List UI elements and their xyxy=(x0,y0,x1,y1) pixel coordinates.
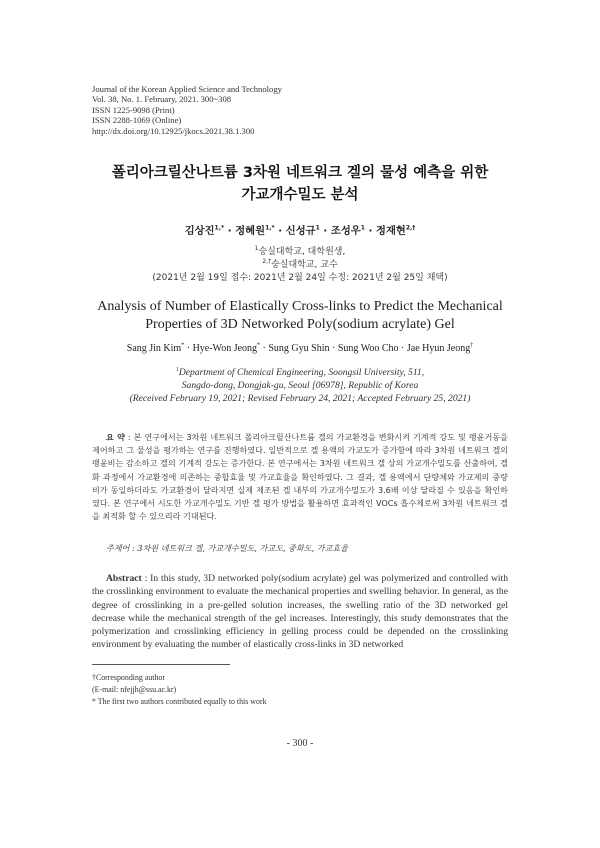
footnote-divider xyxy=(92,664,230,665)
authors-english: Sang Jin Kim* · Hye-Won Jeong* · Sung Gyu Shin · Sung Woo Cho · Jae Hyun Jeong† xyxy=(126,342,474,354)
keywords-korean: 주제어 : 3차원 네트워크 겔, 가교개수밀도, 가교도, 중화도, 가교효율 xyxy=(106,543,349,553)
footnotes xyxy=(92,672,267,708)
author-ko-4: 조성우 xyxy=(330,225,361,237)
affiliations-korean: $^1$숭실대학교, 대학원생, $^{2,\dagger}$숭실대학교, 교수 (2021년 2월 19일 접수: 2021년 2월 24일 수정: 2021년 2월 25일 채택) xyxy=(0,246,600,285)
author-en-4: Sung Woo Cho xyxy=(337,343,399,354)
abstract-korean-text: : 본 연구에서는 3차원 네트워크 폴리아크릴산나트륨 겔의 가교환경을 변화시켜 기계적 강도 및 팽윤거동을 제어하고 그 물성을 평가하는 연구를 진행하였다. 일반적으로 겔 용액의 가교도가 증가함에 따라 3차원 네트워크 겔의 팽윤비는 감소하고 겔의 기계적 강도는 증가한다. 본 연구에서는 3차원 네트워크 겔 상의 가교개수밀도를 산출하여, 겔화 과정에서 가교환경에 의존하는 중합효율 및 가교효율을 확인하였다. 그 결과, 겔 용액에서 단량체와 가교제의 중량비가 동일하더라도 가교환경이 달라지면 실제 제조된 겔 내부의 가교개수밀도가 3.6배 이상 달라질 수 있음을 확인하였다. 본 연구에서 시도한 가교개수밀도 기반 겔 평가 방법을 활용하면 효과적인 VOCs 흡수제로써 3차원 네트워크 겔을 최적화 할 수 있으리라 기대된다. xyxy=(92,432,508,522)
journal-header xyxy=(92,84,282,136)
authors-korean: 김상진$^{1,*}$ · 정혜원$^{1,*}$ · 신성규$^1$ · 조성우$^1$ · 정재현$^{2,\dagger}$ xyxy=(184,224,416,237)
affiliations-english: $^1$Department of Chemical Engineering, Soongsil University, 511, Sangdo-dong, Dongjak-gu, Seoul [06978], Republic of Korea (Received February 19, 2021; Revised February 24, 2021; Accepted February 25, 2021) xyxy=(0,366,600,405)
abstract-english-label: Abstract xyxy=(106,573,142,584)
author-ko-5-sup: 2,† xyxy=(405,224,416,232)
author-en-5: Jae Hyun Jeong xyxy=(406,343,471,354)
page-number: - 300 - xyxy=(286,738,314,749)
journal-volume: Vol. 38, No. 1. February, 2021. 300~308 xyxy=(92,94,232,105)
author-ko-3-sup: 1 xyxy=(315,224,320,232)
affiliation-ko-2: 숭실대학교, 교수 xyxy=(271,260,338,270)
author-en-2: Hye-Won Jeong xyxy=(192,343,258,354)
author-en-1: Sang Jin Kim xyxy=(126,343,182,354)
affiliation-ko-1: 숭실대학교, 대학원생, xyxy=(258,247,346,257)
abstract-korean xyxy=(92,431,508,523)
author-ko-5: 정재현 xyxy=(376,225,406,237)
footnote-corresponding: †Corresponding author xyxy=(92,673,165,682)
abstract-english xyxy=(92,572,508,652)
abstract-korean-label: 요 약 xyxy=(106,432,125,442)
dates-english: (Received February 19, 2021; Revised February 24, 2021; Accepted February 25, 2021) xyxy=(129,393,471,404)
author-ko-4-sup: 1 xyxy=(360,224,365,232)
author-ko-1-sup: 1,* xyxy=(214,224,225,232)
title-korean xyxy=(40,162,560,206)
affiliation-en-line1: Department of Chemical Engineering, Soongsil University, 511, xyxy=(178,367,425,378)
title-english-line1: Analysis of Number of Elastically Cross-links to Predict the Mechanical xyxy=(97,299,503,314)
journal-doi[interactable]: http://dx.doi.org/10.12925/jkocs.2021.38.1.300 xyxy=(92,125,255,136)
journal-name: Journal of the Korean Applied Science and Technology xyxy=(92,84,282,94)
title-korean-line2: 가교개수밀도 분석 xyxy=(241,187,359,203)
author-ko-2-sup: 1,* xyxy=(265,224,275,232)
title-english xyxy=(40,298,560,334)
author-ko-3: 신성규 xyxy=(285,225,316,237)
author-ko-2: 정혜원 xyxy=(235,225,266,237)
dates-korean: (2021년 2월 19일 접수: 2021년 2월 24일 수정: 2021년 2월 25일 채택) xyxy=(152,273,448,283)
footnote-email: (E-mail: nfejjh@ssu.ac.kr) xyxy=(92,685,177,694)
journal-issn-online: ISSN 2288-1069 (Online) xyxy=(92,115,182,126)
abstract-english-text: : In this study, 3D networked poly(sodium acrylate) gel was polymerized and controlled with the crosslinking environment to evaluate the mechanical properties and swelling behavior. In general, as the degree of crosslinking in a pre-gelled solution increases, the swelling ratio of the 3D networked gel decrease while the mechanical strength of the gel increases. Interestingly, this study demonstrates that the polymerization and crosslinking efficiency in gelling process could be depended on the crosslinking environment by evaluating the number of elastically cross-links in 3D networked xyxy=(92,573,508,651)
footnote-equal-contribution: * The first two authors contributed equally to this work xyxy=(92,697,267,706)
journal-issn-print: ISSN 1225-9098 (Print) xyxy=(92,104,175,115)
title-korean-line1: 폴리아크릴산나트륨 3차원 네트워크 겔의 물성 예측을 위한 xyxy=(111,165,489,181)
author-ko-1: 김상진 xyxy=(184,225,215,237)
title-english-line2: Properties of 3D Networked Poly(sodium acrylate) Gel xyxy=(145,317,455,332)
author-en-3: Sung Gyu Shin xyxy=(268,343,330,354)
affiliation-en-line2: Sangdo-dong, Dongjak-gu, Seoul [06978], Republic of Korea xyxy=(181,380,419,391)
